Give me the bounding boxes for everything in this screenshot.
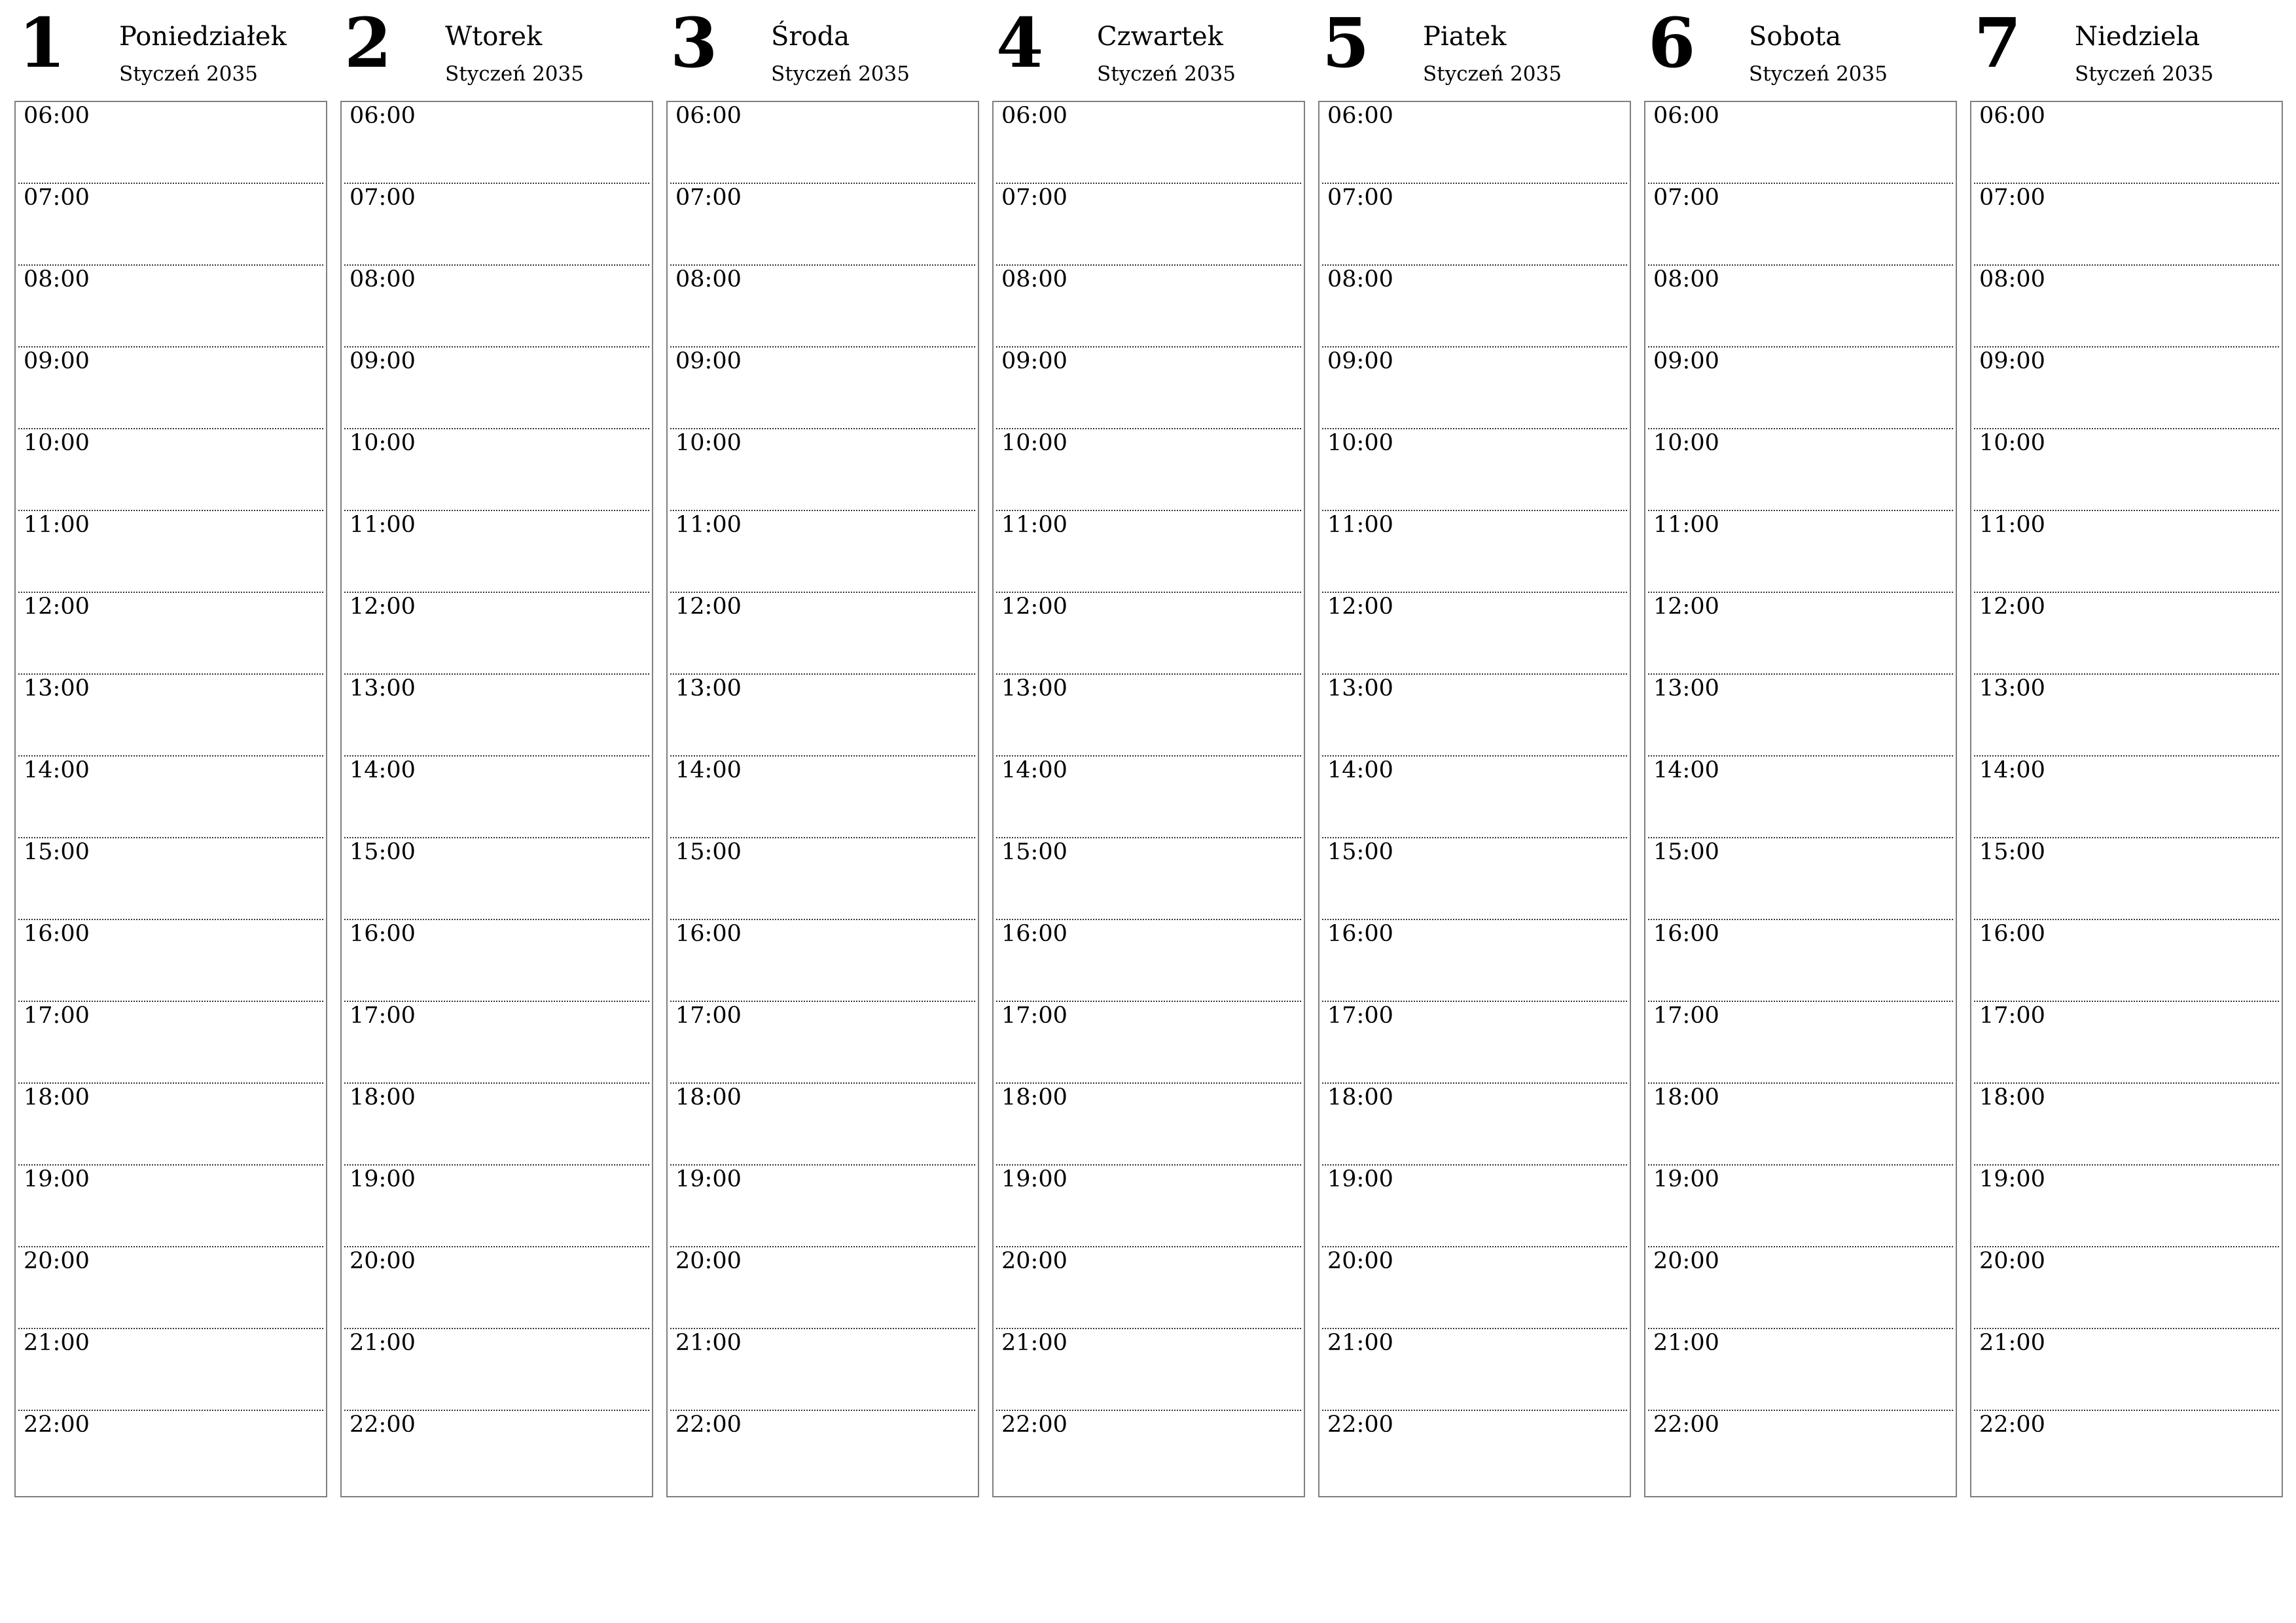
time-slot[interactable] [16,511,326,593]
time-slot[interactable] [1319,1411,1630,1493]
time-slot-label: 14:00 [675,757,742,783]
day-header [14,0,327,101]
time-slot[interactable] [1319,593,1630,675]
time-slot[interactable] [1319,102,1630,184]
time-slot-label: 06:00 [1653,103,1719,129]
time-slot-label: 08:00 [24,266,90,293]
time-slot-label: 14:00 [24,757,90,783]
time-slot[interactable] [1319,920,1630,1002]
time-slot[interactable] [668,675,978,757]
time-slot-label: 13:00 [24,675,90,702]
time-slot[interactable] [668,184,978,266]
time-slot-label: 16:00 [1327,921,1393,947]
time-slot-label: 21:00 [1979,1330,2045,1356]
time-slot-label: 09:00 [24,348,90,374]
day-name: Środa [771,22,850,52]
time-slot[interactable] [994,1002,1304,1084]
time-slot-label: 07:00 [350,185,416,211]
time-slot-label: 20:00 [675,1248,742,1274]
time-slot-label: 22:00 [675,1412,742,1438]
time-slot[interactable] [342,675,652,757]
time-slot[interactable] [1971,102,2282,184]
time-slot[interactable] [342,511,652,593]
day-schedule-box [340,101,653,1497]
day-month-year: Styczeń 2035 [119,62,258,86]
day-schedule-box [1644,101,1957,1497]
time-slot[interactable] [16,920,326,1002]
time-slot-label: 13:00 [1653,675,1719,702]
time-slot-label: 06:00 [1327,103,1393,129]
time-slot[interactable] [342,429,652,511]
time-slot[interactable] [1971,675,2282,757]
time-slot-label: 19:00 [1653,1166,1719,1192]
day-number: 3 [670,3,718,83]
time-slot[interactable] [16,1002,326,1084]
time-slot-label: 17:00 [1001,1003,1067,1029]
time-slot[interactable] [1645,838,1956,920]
time-slot-label: 09:00 [675,348,742,374]
time-slot-label: 13:00 [350,675,416,702]
time-slot[interactable] [668,1329,978,1411]
time-slot[interactable] [1971,1329,2282,1411]
time-slot[interactable] [668,102,978,184]
time-slot-label: 10:00 [1001,430,1067,456]
time-slot-label: 08:00 [1979,266,2045,293]
time-slot[interactable] [1645,1166,1956,1247]
time-slot-label: 07:00 [1327,185,1393,211]
time-slot-label: 08:00 [1001,266,1067,293]
time-slot[interactable] [668,920,978,1002]
day-column [1970,0,2283,1438]
time-slot[interactable] [1319,266,1630,348]
time-slot[interactable] [342,1084,652,1166]
time-slot[interactable] [16,1084,326,1166]
time-slot-label: 16:00 [350,921,416,947]
time-slot[interactable] [994,429,1304,511]
time-slot-label: 20:00 [1327,1248,1393,1274]
time-slot-label: 16:00 [1653,921,1719,947]
time-slot[interactable] [1645,348,1956,429]
time-slot-label: 14:00 [1327,757,1393,783]
time-slot-label: 09:00 [1327,348,1393,374]
time-slot[interactable] [16,266,326,348]
time-slot-label: 09:00 [1001,348,1067,374]
time-slot[interactable] [1645,1084,1956,1166]
time-slot-label: 11:00 [350,512,416,538]
time-slot-label: 10:00 [1327,430,1393,456]
time-slot[interactable] [1645,1329,1956,1411]
day-column [1318,0,1631,1438]
time-slot[interactable] [1971,1247,2282,1329]
time-slot-label: 12:00 [1001,594,1067,620]
time-slot-label: 11:00 [1979,512,2045,538]
time-slot-label: 18:00 [675,1084,742,1111]
time-slot[interactable] [1645,1247,1956,1329]
time-slot-label: 08:00 [675,266,742,293]
time-slot[interactable] [342,1247,652,1329]
time-slot-label: 16:00 [1001,921,1067,947]
time-slot[interactable] [342,184,652,266]
time-slot[interactable] [1319,348,1630,429]
time-slot[interactable] [1645,920,1956,1002]
time-slot-label: 06:00 [24,103,90,129]
time-slot[interactable] [342,920,652,1002]
day-name: Piatek [1423,22,1507,52]
day-name: Niedziela [2075,22,2200,52]
day-header [992,0,1305,101]
time-slot[interactable] [342,757,652,838]
time-slot-label: 08:00 [1327,266,1393,293]
time-slot[interactable] [1319,1084,1630,1166]
time-slot[interactable] [1319,1002,1630,1084]
time-slot-label: 07:00 [1979,185,2045,211]
time-slot-label: 10:00 [1979,430,2045,456]
time-slot-label: 15:00 [1979,839,2045,865]
time-slot[interactable] [342,1166,652,1247]
time-slot-label: 07:00 [1653,185,1719,211]
day-number: 4 [996,3,1044,83]
time-slot[interactable] [994,757,1304,838]
time-slot-label: 19:00 [1979,1166,2045,1192]
time-slot[interactable] [1319,838,1630,920]
time-slot[interactable] [1971,1084,2282,1166]
time-slot-label: 17:00 [1653,1003,1719,1029]
time-slot[interactable] [1971,511,2282,593]
time-slot-label: 20:00 [1979,1248,2045,1274]
day-month-year: Styczeń 2035 [2075,62,2214,86]
time-slot[interactable] [994,838,1304,920]
time-slot-label: 22:00 [350,1412,416,1438]
time-slot[interactable] [16,1166,326,1247]
time-slot[interactable] [668,1247,978,1329]
day-column [14,0,327,1438]
time-slot[interactable] [1645,184,1956,266]
time-slot[interactable] [1645,1002,1956,1084]
day-number: 2 [344,3,392,83]
time-slot-label: 10:00 [350,430,416,456]
time-slot[interactable] [342,1329,652,1411]
time-slot-label: 20:00 [1653,1248,1719,1274]
time-slot[interactable] [1645,429,1956,511]
time-slot[interactable] [668,838,978,920]
day-month-year: Styczeń 2035 [1749,62,1888,86]
time-slot[interactable] [1319,184,1630,266]
day-schedule-box [1970,101,2283,1497]
time-slot-label: 08:00 [1653,266,1719,293]
time-slot-label: 22:00 [1001,1412,1067,1438]
time-slot-label: 10:00 [675,430,742,456]
day-header [1644,0,1957,101]
time-slot[interactable] [1319,1329,1630,1411]
day-column [992,0,1305,1438]
time-slot[interactable] [668,1002,978,1084]
time-slot-label: 12:00 [1653,594,1719,620]
time-slot[interactable] [1319,511,1630,593]
time-slot-label: 14:00 [1979,757,2045,783]
time-slot[interactable] [1319,1247,1630,1329]
time-slot[interactable] [668,266,978,348]
time-slot[interactable] [342,266,652,348]
time-slot-label: 11:00 [1327,512,1393,538]
time-slot-label: 16:00 [1979,921,2045,947]
time-slot[interactable] [1971,838,2282,920]
time-slot-label: 09:00 [1979,348,2045,374]
time-slot[interactable] [16,757,326,838]
time-slot-label: 19:00 [24,1166,90,1192]
time-slot[interactable] [668,593,978,675]
time-slot[interactable] [1645,593,1956,675]
time-slot-label: 21:00 [1653,1330,1719,1356]
time-slot[interactable] [668,1084,978,1166]
time-slot[interactable] [1971,1166,2282,1247]
time-slot-label: 08:00 [350,266,416,293]
time-slot-label: 14:00 [1001,757,1067,783]
day-column [1644,0,1957,1438]
time-slot[interactable] [16,593,326,675]
time-slot-label: 13:00 [675,675,742,702]
time-slot[interactable] [1971,348,2282,429]
time-slot[interactable] [1319,675,1630,757]
time-slot[interactable] [16,1411,326,1493]
time-slot[interactable] [994,1247,1304,1329]
time-slot-label: 11:00 [24,512,90,538]
day-name: Czwartek [1097,22,1223,52]
time-slot[interactable] [994,348,1304,429]
day-number: 7 [1974,3,2022,83]
time-slot[interactable] [1645,102,1956,184]
day-number: 1 [18,3,66,83]
time-slot-label: 17:00 [350,1003,416,1029]
time-slot[interactable] [668,511,978,593]
time-slot-label: 12:00 [1327,594,1393,620]
time-slot-label: 06:00 [1001,103,1067,129]
time-slot-label: 19:00 [1327,1166,1393,1192]
time-slot[interactable] [1971,593,2282,675]
time-slot-label: 17:00 [24,1003,90,1029]
time-slot[interactable] [994,1411,1304,1493]
time-slot[interactable] [16,184,326,266]
time-slot-label: 21:00 [1327,1330,1393,1356]
time-slot-label: 06:00 [350,103,416,129]
time-slot-label: 13:00 [1979,675,2045,702]
time-slot[interactable] [1971,757,2282,838]
time-slot-label: 20:00 [24,1248,90,1274]
time-slot[interactable] [1971,1002,2282,1084]
time-slot[interactable] [1645,511,1956,593]
time-slot[interactable] [1971,266,2282,348]
time-slot-label: 18:00 [1001,1084,1067,1111]
time-slot-label: 11:00 [1001,512,1067,538]
time-slot[interactable] [1319,429,1630,511]
day-month-year: Styczeń 2035 [771,62,910,86]
time-slot[interactable] [16,348,326,429]
time-slot-label: 09:00 [1653,348,1719,374]
time-slot[interactable] [994,593,1304,675]
time-slot-label: 20:00 [350,1248,416,1274]
time-slot[interactable] [342,838,652,920]
time-slot[interactable] [342,593,652,675]
day-schedule-box [14,101,327,1497]
time-slot-label: 09:00 [350,348,416,374]
day-header [340,0,653,101]
time-slot[interactable] [342,102,652,184]
time-slot[interactable] [1971,429,2282,511]
time-slot[interactable] [16,1247,326,1329]
day-month-year: Styczeń 2035 [1097,62,1236,86]
time-slot[interactable] [1645,757,1956,838]
time-slot[interactable] [342,1002,652,1084]
day-number: 6 [1648,3,1696,83]
time-slot-label: 14:00 [350,757,416,783]
day-number: 5 [1322,3,1370,83]
time-slot-label: 20:00 [1001,1248,1067,1274]
time-slot-label: 17:00 [1979,1003,2045,1029]
time-slot-label: 11:00 [1653,512,1719,538]
day-month-year: Styczeń 2035 [445,62,584,86]
time-slot[interactable] [16,102,326,184]
time-slot[interactable] [994,1166,1304,1247]
day-column [340,0,653,1438]
time-slot-label: 06:00 [675,103,742,129]
time-slot[interactable] [1645,266,1956,348]
time-slot-label: 07:00 [24,185,90,211]
time-slot[interactable] [668,1166,978,1247]
time-slot[interactable] [16,675,326,757]
time-slot[interactable] [1971,184,2282,266]
time-slot-label: 18:00 [1327,1084,1393,1111]
time-slot-label: 12:00 [350,594,416,620]
time-slot-label: 18:00 [24,1084,90,1111]
time-slot-label: 22:00 [1653,1412,1719,1438]
time-slot[interactable] [994,102,1304,184]
time-slot-label: 21:00 [675,1330,742,1356]
day-column [666,0,979,1438]
day-schedule-box [1318,101,1631,1497]
time-slot-label: 16:00 [675,921,742,947]
time-slot[interactable] [994,184,1304,266]
time-slot-label: 19:00 [350,1166,416,1192]
time-slot-label: 17:00 [675,1003,742,1029]
time-slot[interactable] [994,266,1304,348]
time-slot-label: 13:00 [1001,675,1067,702]
time-slot-label: 15:00 [1001,839,1067,865]
day-name: Wtorek [445,22,543,52]
time-slot-label: 17:00 [1327,1003,1393,1029]
time-slot-label: 22:00 [1327,1412,1393,1438]
time-slot-label: 11:00 [675,512,742,538]
time-slot[interactable] [1319,1166,1630,1247]
time-slot-label: 07:00 [675,185,742,211]
time-slot-label: 15:00 [1327,839,1393,865]
time-slot[interactable] [668,757,978,838]
time-slot[interactable] [994,511,1304,593]
day-schedule-box [666,101,979,1497]
time-slot[interactable] [994,675,1304,757]
time-slot[interactable] [16,838,326,920]
time-slot-label: 19:00 [1001,1166,1067,1192]
time-slot-label: 10:00 [1653,430,1719,456]
time-slot-label: 21:00 [350,1330,416,1356]
time-slot[interactable] [16,1329,326,1411]
time-slot[interactable] [1971,1411,2282,1493]
time-slot[interactable] [1645,1411,1956,1493]
time-slot-label: 14:00 [1653,757,1719,783]
time-slot-label: 13:00 [1327,675,1393,702]
time-slot-label: 15:00 [675,839,742,865]
time-slot[interactable] [342,1411,652,1493]
time-slot-label: 21:00 [1001,1330,1067,1356]
time-slot[interactable] [668,429,978,511]
time-slot-label: 18:00 [1979,1084,2045,1111]
day-name: Sobota [1749,22,1842,52]
time-slot-label: 15:00 [1653,839,1719,865]
time-slot-label: 18:00 [1653,1084,1719,1111]
time-slot[interactable] [342,348,652,429]
day-name: Poniedziałek [119,22,287,52]
time-slot[interactable] [994,1329,1304,1411]
time-slot-label: 06:00 [1979,103,2045,129]
time-slot-label: 21:00 [24,1330,90,1356]
time-slot[interactable] [1319,757,1630,838]
time-slot-label: 18:00 [350,1084,416,1111]
time-slot-label: 22:00 [1979,1412,2045,1438]
day-header [1318,0,1631,101]
time-slot-label: 15:00 [350,839,416,865]
day-month-year: Styczeń 2035 [1423,62,1562,86]
time-slot-label: 12:00 [675,594,742,620]
time-slot-label: 10:00 [24,430,90,456]
time-slot-label: 12:00 [24,594,90,620]
time-slot-label: 19:00 [675,1166,742,1192]
time-slot-label: 22:00 [24,1412,90,1438]
time-slot[interactable] [668,348,978,429]
day-header [666,0,979,101]
time-slot-label: 15:00 [24,839,90,865]
day-schedule-box [992,101,1305,1497]
time-slot-label: 07:00 [1001,185,1067,211]
time-slot[interactable] [16,429,326,511]
time-slot[interactable] [1971,920,2282,1002]
time-slot[interactable] [994,1084,1304,1166]
day-header [1970,0,2283,101]
time-slot[interactable] [1645,675,1956,757]
time-slot-label: 16:00 [24,921,90,947]
time-slot[interactable] [994,920,1304,1002]
time-slot-label: 12:00 [1979,594,2045,620]
time-slot[interactable] [668,1411,978,1493]
